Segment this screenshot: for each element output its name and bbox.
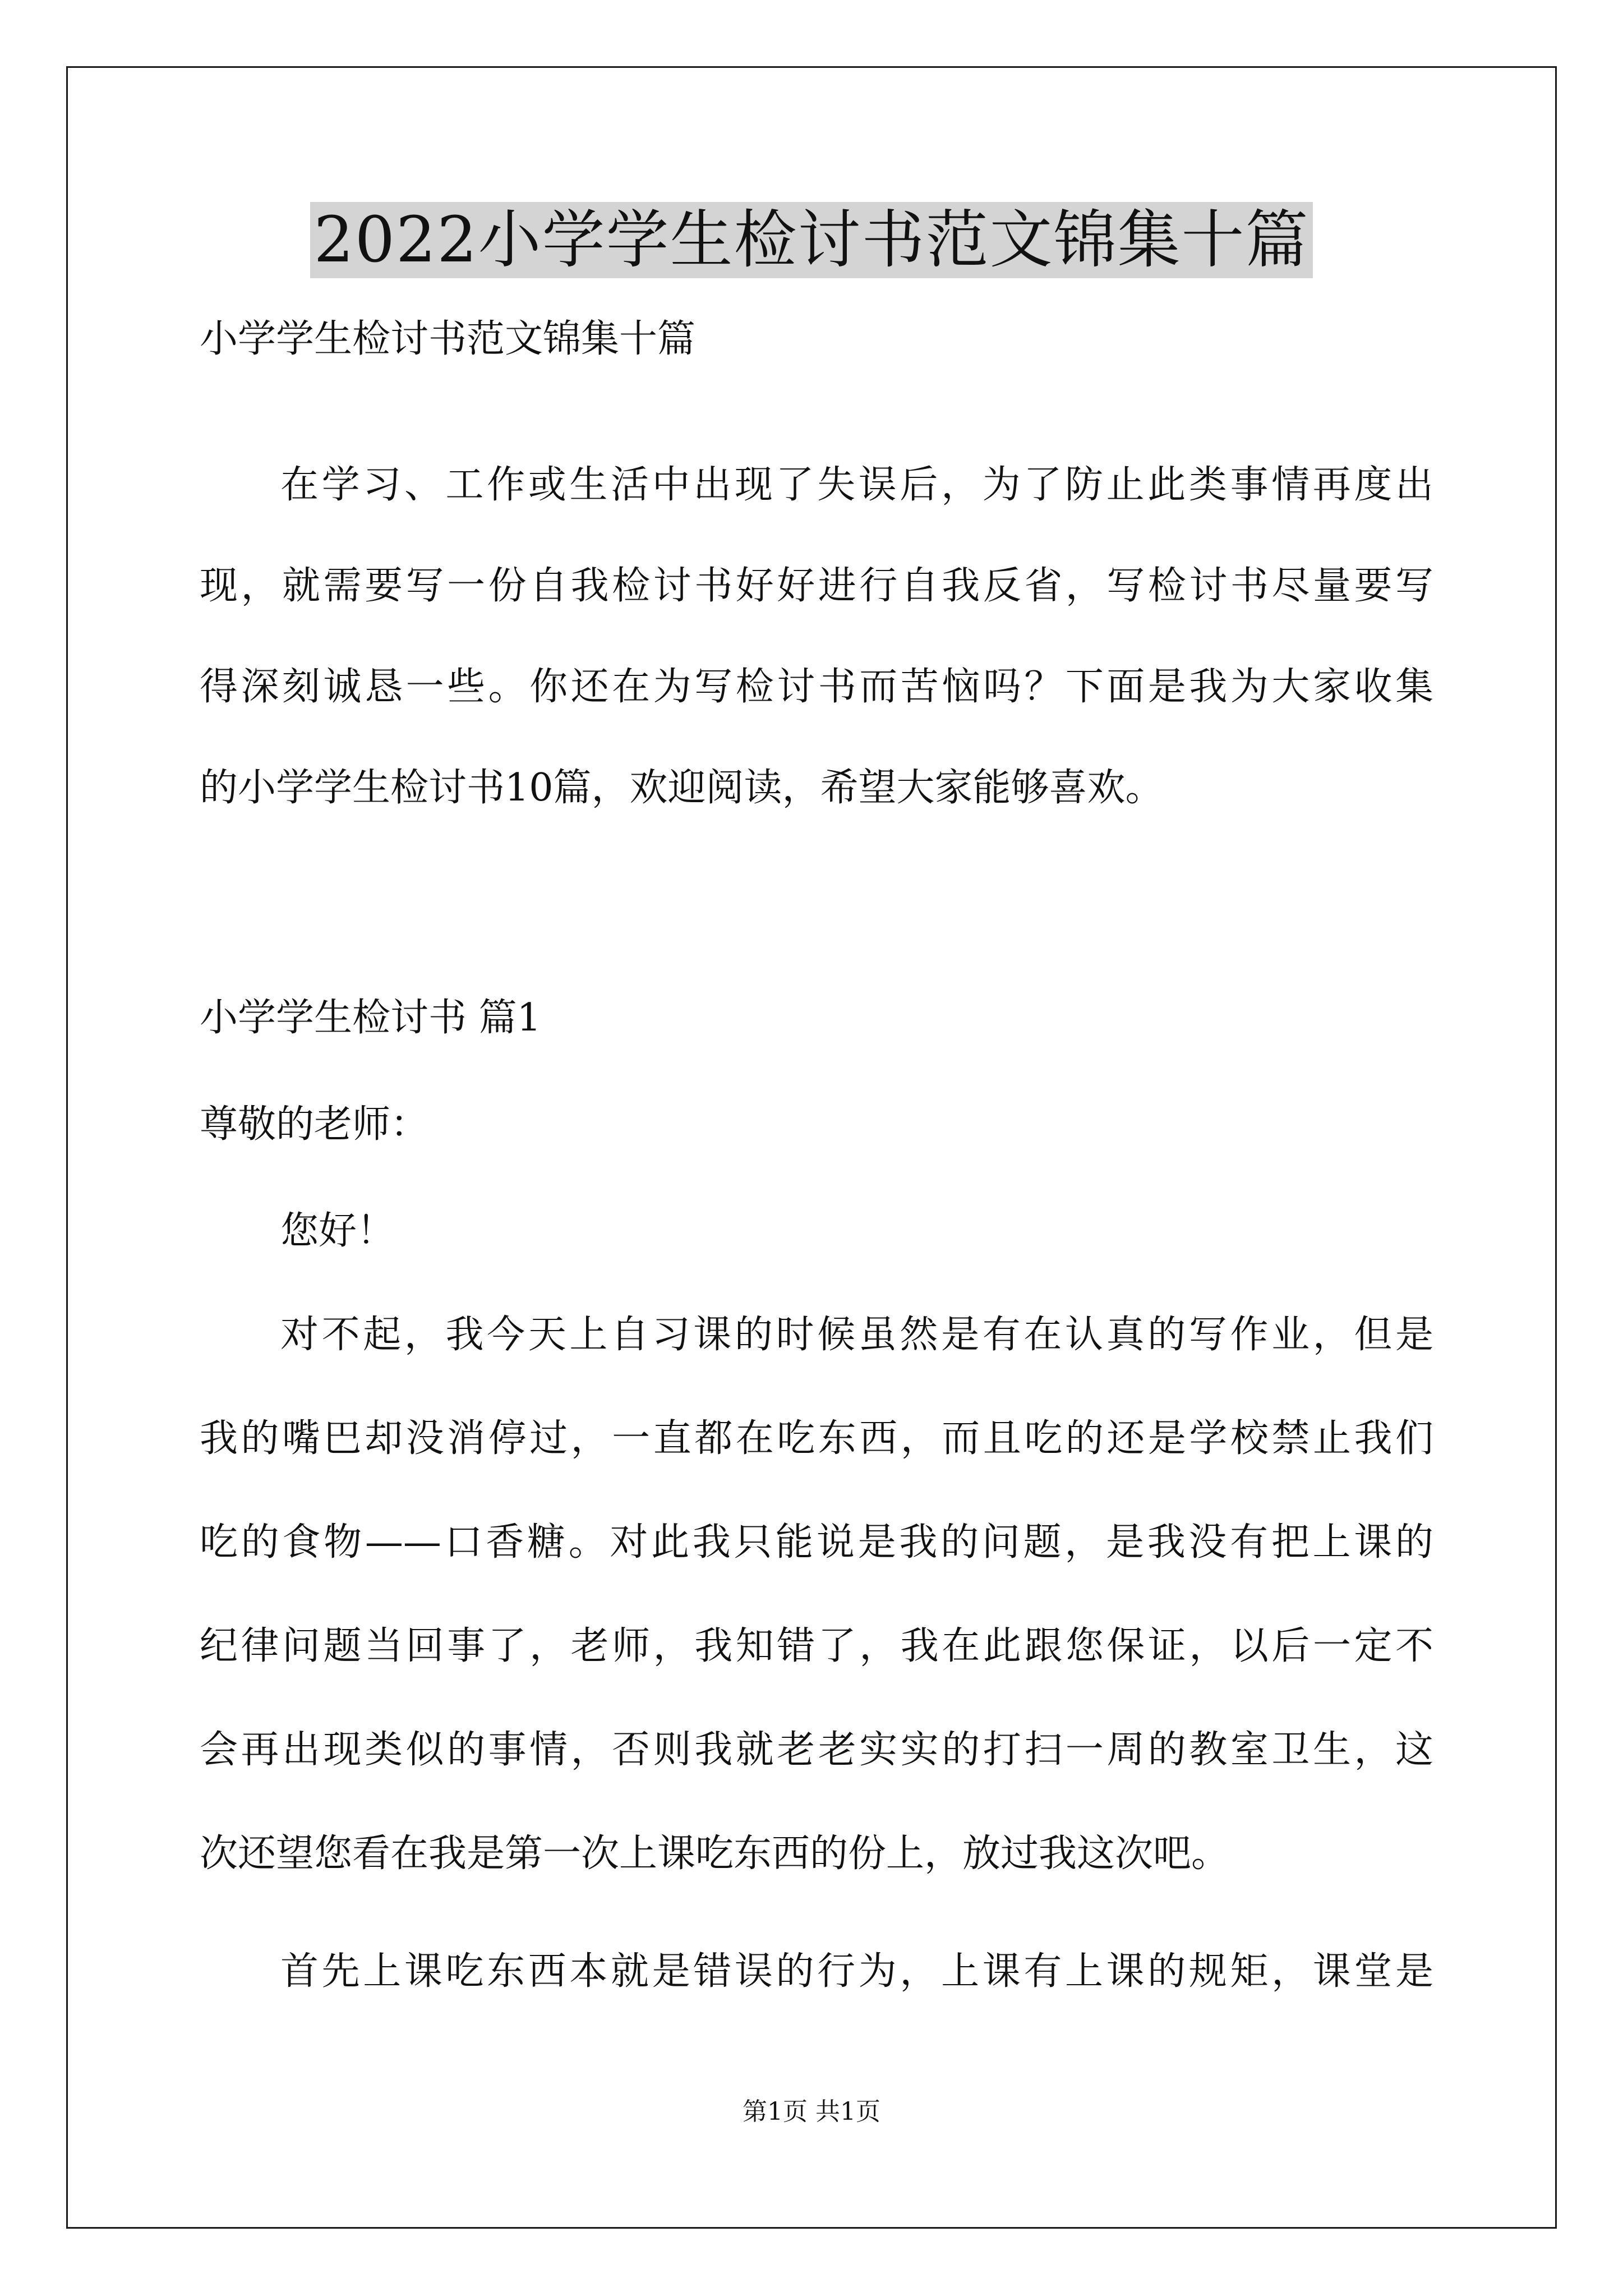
document-title: 2022小学学生检讨书范文锦集十篇	[310, 202, 1312, 278]
body-line: 吃的食物——口香糖。对此我只能说是我的问题，是我没有把上课的	[200, 1520, 1433, 1565]
greeting: 您好！	[280, 1209, 395, 1253]
body-line: 会再出现类似的事情，否则我就老老实实的打扫一周的教室卫生，这	[200, 1728, 1433, 1772]
intro-line: 在学习、工作或生活中出现了失误后，为了防止此类事情再度出	[280, 463, 1433, 507]
body-line: 次还望您看在我是第一次上课吃东西的份上，放过我这次吧。	[200, 1832, 1230, 1876]
body-line: 我的嘴巴却没消停过，一直都在吃东西，而且吃的还是学校禁止我们	[200, 1416, 1433, 1461]
document-subtitle: 小学学生检讨书范文锦集十篇	[200, 317, 696, 361]
page-number: 第1页 共1页	[743, 2097, 880, 2126]
body-line: 首先上课吃东西本就是错误的行为，上课有上课的规矩，课堂是	[280, 1949, 1433, 1994]
title-block	[0, 202, 1623, 278]
body-line: 纪律问题当回事了，老师，我知错了，我在此跟您保证，以后一定不	[200, 1624, 1433, 1668]
intro-line: 现，就需要写一份自我检讨书好好进行自我反省，写检讨书尽量要写	[200, 564, 1433, 608]
intro-line: 得深刻诚恳一些。你还在为写检讨书而苦恼吗？下面是我为大家收集	[200, 665, 1433, 709]
intro-line: 的小学学生检讨书10篇，欢迎阅读，希望大家能够喜欢。	[200, 766, 1164, 810]
body-line: 对不起，我今天上自习课的时候虽然是有在认真的写作业，但是	[280, 1313, 1433, 1357]
section-heading: 小学学生检讨书 篇1	[200, 996, 541, 1040]
salutation: 尊敬的老师：	[200, 1102, 429, 1147]
